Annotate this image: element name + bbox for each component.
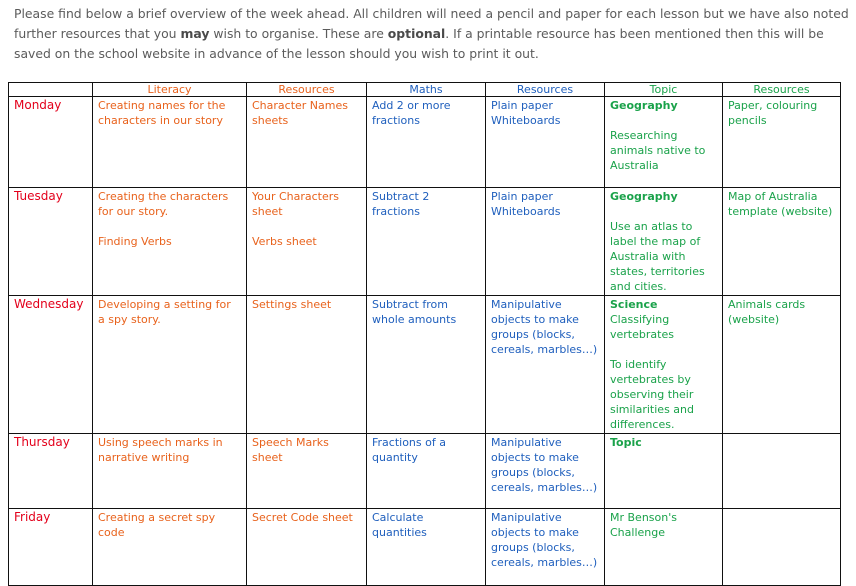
day-cell: Thursday (9, 434, 93, 509)
literacy-text: Creating the characters for our story. (98, 190, 229, 218)
literacy-resource-text: Secret Code sheet (252, 511, 353, 524)
literacy-cell (93, 97, 247, 188)
maths-cell: Fractions of a quantity (367, 434, 486, 509)
topic-description: Researching animals native to Australia (610, 129, 706, 172)
intro-optional: optional (387, 26, 446, 41)
table-row-thursday (9, 434, 841, 509)
topic-resources-cell: Animals cards (website) (723, 296, 841, 434)
weekly-overview-table (8, 82, 841, 586)
literacy-resource-text: Speech Marks sheet (252, 436, 329, 464)
header-literacy: Literacy (93, 83, 247, 97)
topic-resources-cell (723, 434, 841, 509)
literacy-resource-text: Settings sheet (252, 298, 332, 311)
topic-subject: Topic (610, 436, 642, 449)
topic-cell (605, 97, 723, 188)
header-row (9, 83, 841, 97)
literacy-resource-text: Character Names sheets (252, 99, 348, 127)
literacy-text: Using speech marks in narrative writing (98, 436, 223, 464)
literacy-cell (93, 188, 247, 296)
topic-description: Use an atlas to label the map of Australia with states, territories and cities. (610, 220, 705, 293)
literacy-resources-cell (247, 296, 367, 434)
topic-description: To identify vertebrates by observing their similarities and differences. (610, 358, 694, 431)
maths-resources-cell: Manipulative objects to make groups (blocks, cereals, marbles…) (486, 434, 605, 509)
literacy-resources-cell (247, 188, 367, 296)
header-day (9, 83, 93, 97)
topic-cell (605, 188, 723, 296)
header-maths-resources: Resources (486, 83, 605, 97)
day-cell: Wednesday (9, 296, 93, 434)
topic-title: Mr Benson's Challenge (610, 511, 677, 539)
header-maths: Maths (367, 83, 486, 97)
maths-resources-cell: Plain paper Whiteboards (486, 188, 605, 296)
maths-cell: Subtract 2 fractions (367, 188, 486, 296)
maths-resources-cell: Plain paper Whiteboards (486, 97, 605, 188)
topic-resources-cell: Paper, colouring pencils (723, 97, 841, 188)
table-row-tuesday (9, 188, 841, 296)
day-cell: Monday (9, 97, 93, 188)
intro-may: may (180, 26, 210, 41)
literacy-resources-cell (247, 434, 367, 509)
day-cell: Tuesday (9, 188, 93, 296)
table-row-monday (9, 97, 841, 188)
maths-cell: Calculate quantities (367, 509, 486, 586)
intro-text-3: . If a printable resource has been mentioned then this will be saved on the school website in advance of the lesson should you wish to print it out. (14, 26, 824, 61)
literacy-cell (93, 434, 247, 509)
literacy-resource-text: Your Characters sheet (252, 190, 340, 218)
table-row-wednesday (9, 296, 841, 434)
literacy-text: Creating names for the characters in our story (98, 99, 226, 127)
literacy-text: Developing a setting for a spy story. (98, 298, 231, 326)
maths-cell: Subtract from whole amounts (367, 296, 486, 434)
topic-title: Classifying vertebrates (610, 313, 674, 341)
day-cell: Friday (9, 509, 93, 586)
literacy-text: Creating a secret spy code (98, 511, 216, 539)
topic-cell (605, 296, 723, 434)
topic-subject: Geography (610, 99, 678, 112)
maths-resources-cell: Manipulative objects to make groups (blocks, cereals, marbles…) (486, 296, 605, 434)
topic-cell (605, 434, 723, 509)
literacy-resource-text-2: Verbs sheet (252, 235, 317, 248)
topic-subject: Science (610, 298, 658, 311)
header-literacy-resources: Resources (247, 83, 367, 97)
intro-paragraph (14, 4, 850, 64)
topic-subject: Geography (610, 190, 678, 203)
literacy-text-2: Finding Verbs (98, 235, 172, 248)
header-topic-resources: Resources (723, 83, 841, 97)
maths-cell: Add 2 or more fractions (367, 97, 486, 188)
literacy-resources-cell (247, 97, 367, 188)
topic-resources-cell: Map of Australia template (website) (723, 188, 841, 296)
intro-text-2: wish to organise. These are (209, 26, 388, 41)
maths-resources-cell: Manipulative objects to make groups (blocks, cereals, marbles…) (486, 509, 605, 586)
literacy-cell (93, 296, 247, 434)
header-topic: Topic (605, 83, 723, 97)
intro-text-1: Please find below a brief overview of the week ahead. All children will need a pencil and paper for each lesson but we have also noted further resources that you (14, 6, 849, 41)
